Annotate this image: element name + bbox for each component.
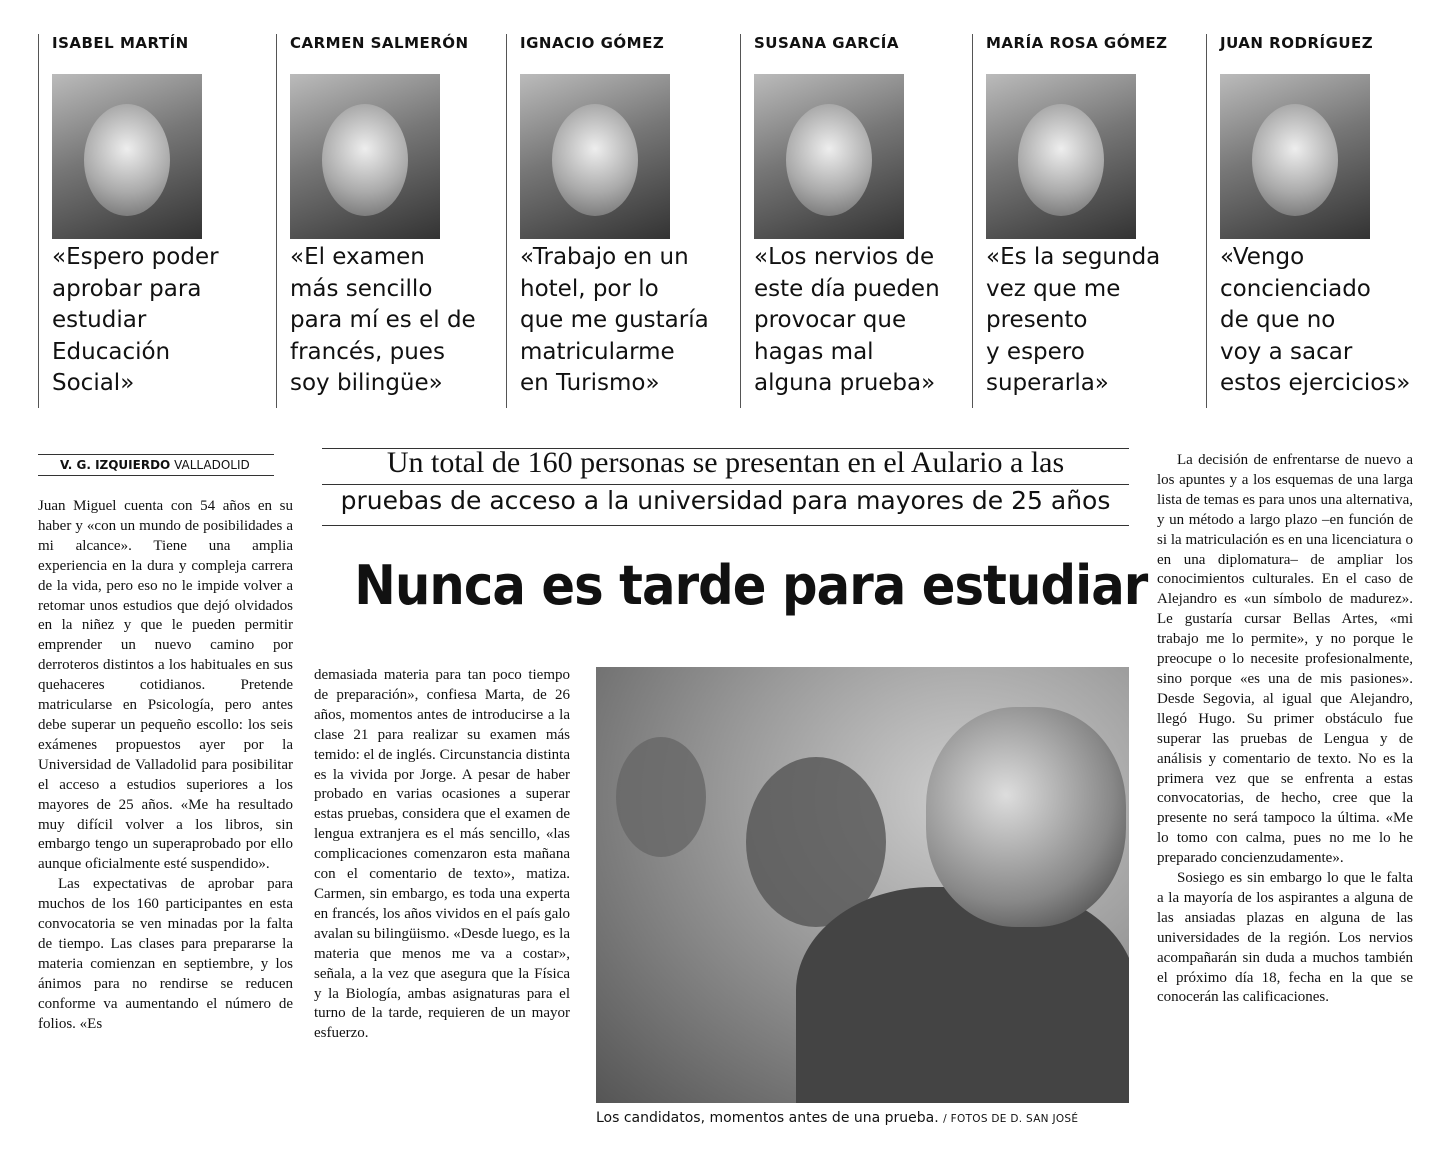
profile-juan-rodriguez [1206,30,1426,410]
profile-quote: «El examen más sencillo para mí es el de francés, pues soy bilingüe» [290,244,476,396]
paragraph: Las expectativas de aprobar para muchos de los 160 participantes en esta convocatoria se ven minadas por la falta de tiempo. Las clases para prepararse la materia comienzan en septiembre, y los ánimos para no rendirse se reducen conforme va aumentando el número de folios. «Es [38,876,293,1032]
paragraph: Juan Miguel cuenta con 54 años en su haber y «con un mundo de posibilidades a mi alcance». Tiene una amplia experiencia en la dura y compleja carrera de la vida, pero eso no le impide volver a retomar unos estudios que dejó olvidados en la niñez y que le pueden permitir emprender un nuevo camino por derroteros distintos a los habituales en sus quehaceres cotidianos. Pretende matricularse en Psicología, pero antes debe superar un pequeño escollo: los seis exámenes propuestos ayer por la Universidad de Valladolid para posibilitar el acceso a estudios superiores a los mayores de 25 años. «Me ha resultado muy difícil volver a los libros, sin embargo tengo un superaprobado por ello aunque oficialmente esté suspendido». [38,498,293,873]
face-silhouette [1252,104,1338,216]
headline: Nunca es tarde para estudiar [354,554,1148,617]
profile-quote: «Los nervios de este día pueden provocar que hagas mal alguna prueba» [754,244,940,396]
profile-ignacio-gomez [506,30,709,410]
main-photo [596,667,1129,1103]
profile-name: SUSANA GARCÍA [754,34,899,52]
profile-name: IGNACIO GÓMEZ [520,34,665,52]
profile-name: MARÍA ROSA GÓMEZ [986,34,1168,52]
profile-name: CARMEN SALMERÓN [290,34,469,52]
portrait-photo [290,74,440,239]
face-silhouette [84,104,170,216]
column-rule [1206,34,1207,408]
profile-quote: «Espero poder aprobar para estudiar Educación Social» [52,244,219,396]
superheadline: Un total de 160 personas se presentan en el Aulario a las [386,446,1065,479]
profile-quote: «Vengo concienciado de que no voy a sacar estos ejercicios» [1220,244,1411,396]
face-silhouette [1018,104,1104,216]
article-column-1 [38,497,293,1034]
subheadline: pruebas de acceso a la universidad para mayores de 25 años [340,486,1111,515]
face-silhouette [552,104,638,216]
profile-quote: «Trabajo en un hotel, por lo que me gustaría matricularme en Turismo» [520,244,709,396]
column-rule [506,34,507,408]
article-column-3 [1157,451,1413,1008]
portrait-photo [986,74,1136,239]
face-silhouette [786,104,872,216]
face-silhouette [322,104,408,216]
profile-susana-garcia [740,30,940,410]
byline [38,454,274,476]
column-rule [740,34,741,408]
photo-credit: / FOTOS DE D. SAN JOSÉ [943,1113,1079,1125]
headline-rule-middle [322,484,1129,485]
profile-quote: «Es la segunda vez que me presento y espero superarla» [986,244,1161,396]
byline-location: VALLADOLID [174,458,250,472]
candidate-silhouette [616,737,706,857]
portrait-photo [1220,74,1370,239]
profile-name: ISABEL MARTÍN [52,34,189,52]
candidate-head-silhouette [926,707,1126,927]
portrait-photo [754,74,904,239]
photo-caption [596,1110,1129,1126]
portrait-photo [520,74,670,239]
profile-isabel-martin [38,30,238,410]
portrait-photo [52,74,202,239]
caption-text: Los candidatos, momentos antes de una prueba. [596,1110,939,1126]
profile-carmen-salmeron [276,30,476,410]
headline-rule-bottom [322,525,1129,526]
candidate-body-silhouette [796,887,1129,1103]
profile-maria-rosa-gomez [972,30,1172,410]
byline-author: V. G. IZQUIERDO [60,458,171,472]
paragraph: demasiada materia para tan poco tiempo de preparación», confiesa Marta, de 26 años, momentos antes de introducirse a la clase 21 para realizar su examen más temido: el de inglés. Circunstancia distinta es la vivida por Jorge. A pesar de haber probado en varias ocasiones a superar estas pruebas, considera que el examen de lengua extranjera es el más sencillo, «las complicaciones comenzaron esta mañana con el comentario de texto», matiza. Carmen, sin embargo, es toda una experta en francés, los años vividos en el país galo avalan su bilingüismo. «Desde luego, es la materia que menos me va a costar», señala, a la vez que asegura que la Física y la Biología, ambas asignaturas para el turno de la tarde, requieren de un mayor esfuerzo. [314,667,570,1042]
article-column-2 [314,666,570,1044]
column-rule [38,34,39,408]
paragraph: La decisión de enfrentarse de nuevo a los apuntes y a los esquemas de una larga lista de temas es para unos una alternativa, y un método a largo plazo –en función de si la matriculación es en una licenciatura o en una diplomatura– de ampliar los conocimientos culturales. En el caso de Alejandro es «un símbolo de madurez». Le gustaría cursar Bellas Artes, «mi trabajo me lo permite», y no porque le preocupe o lo necesite profesionalmente, sino porque «es una de mis pasiones». Desde Segovia, al igual que Alejandro, llegó Hugo. Su primer obstáculo fue superar las pruebas de Lengua y de análisis y comentario de texto. No es la primera vez que se enfrenta a estas convocatorias, de hecho, cree que la presente no será tampoco la última. «Me lo tomo con calma, pues no me lo he preparado concienzudamente». [1157,452,1413,867]
paragraph: Sosiego es sin embargo lo que le falta a la mayoría de los aspirantes a alguna de las ansiadas plazas en alguna de las universidades de la región. Los nervios acompañarán sin duda a muchos también el próximo día 18, fecha en la que se conocerán las calificaciones. [1157,870,1413,1006]
column-rule [276,34,277,408]
column-rule [972,34,973,408]
profile-name: JUAN RODRÍGUEZ [1220,34,1374,52]
